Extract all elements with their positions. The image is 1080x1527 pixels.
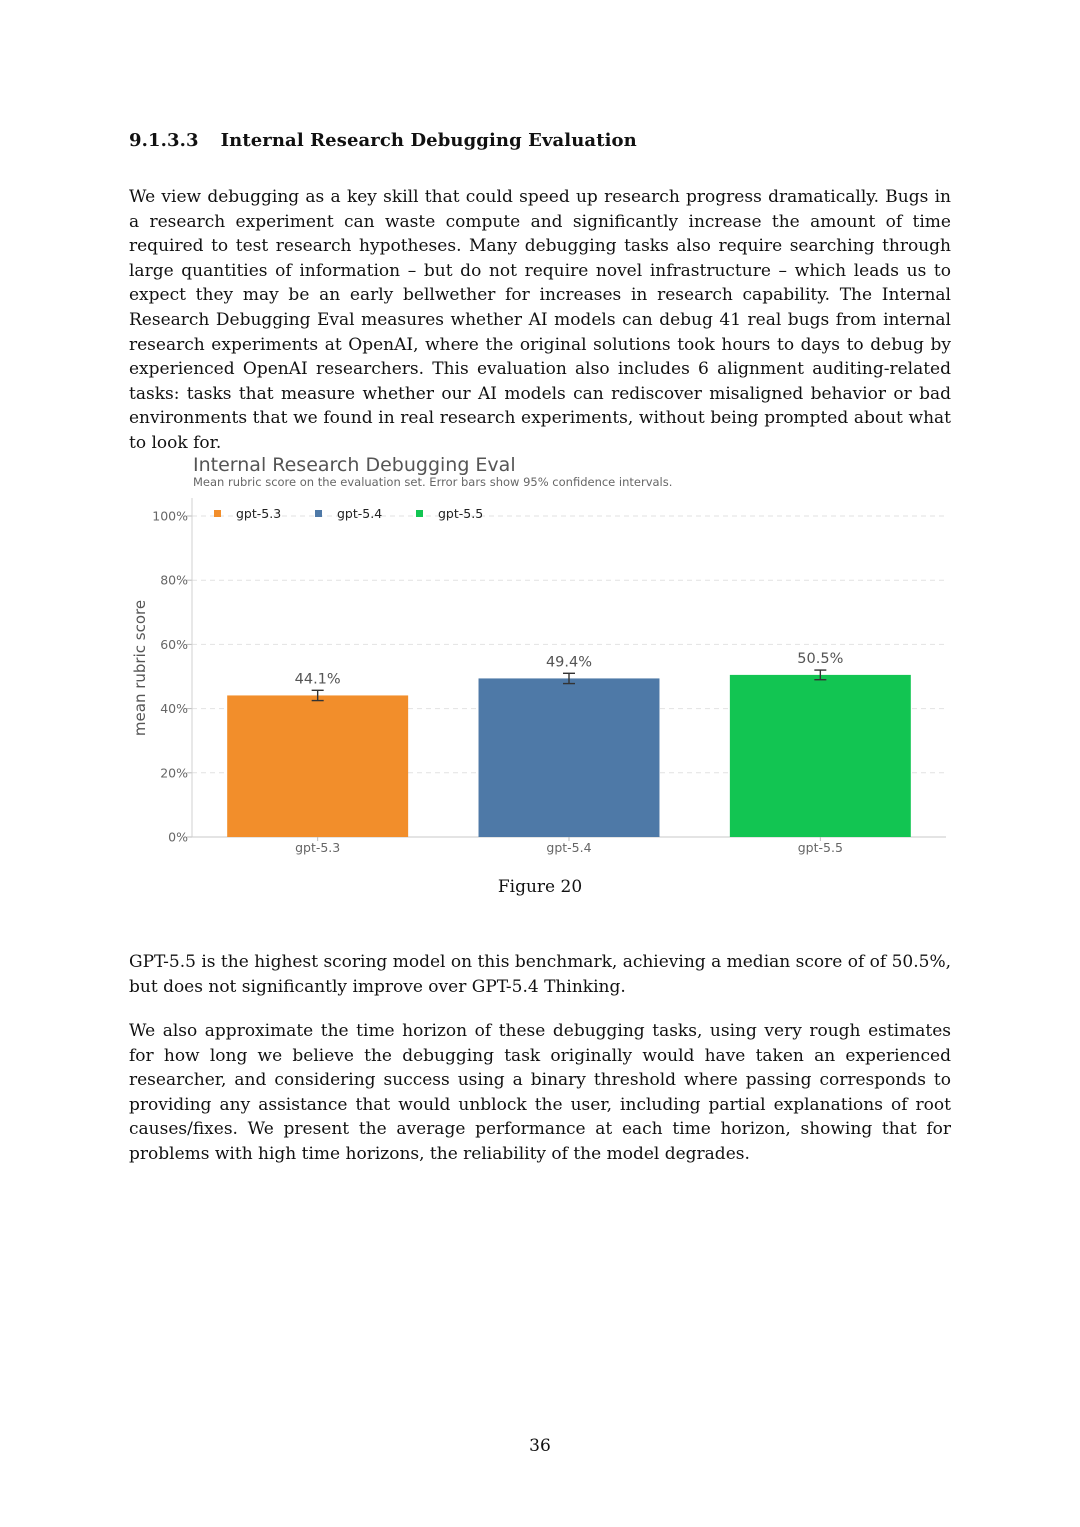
legend-swatch-gpt-5.3	[214, 510, 221, 517]
section-title: Internal Research Debugging Evaluation	[220, 130, 637, 151]
legend-swatch-gpt-5.5	[416, 510, 423, 517]
bar-gpt-5.3	[227, 695, 408, 837]
chart-title: Internal Research Debugging Eval	[193, 454, 516, 476]
value-label-gpt-5.4: 49.4%	[545, 654, 593, 671]
y-tick-label: 100%	[152, 508, 188, 524]
x-tick-label-gpt-5.4: gpt-5.4	[546, 840, 592, 855]
time-horizon-paragraph: We also approximate the time horizon of these debugging tasks, using very rough estimates for how long we believe the debugging task originally would have taken an experienced researcher, and considering success using a binary threshold where passing corresponds to providing any assistance that would unblock the user, including partial explanations of root causes/fixes. We present the average performance at each time horizon, showing that for problems with high time horizons, the reliability of the model degrades.	[129, 1021, 951, 1164]
section-number: 9.1.3.3	[129, 130, 199, 151]
legend-swatch-gpt-5.4	[315, 510, 322, 517]
chart-subtitle: Mean rubric score on the evaluation set. Error bars show 95% confidence intervals.	[193, 475, 673, 489]
legend-label-gpt-5.3: gpt-5.3	[236, 506, 282, 521]
bars	[227, 675, 911, 837]
y-tick-label: 80%	[160, 572, 188, 588]
result-paragraph: GPT-5.5 is the highest scoring model on this benchmark, achieving a median score of of 50.5%, but does not significantly improve over GPT-5.4 Thinking.	[129, 952, 951, 997]
section-heading	[129, 130, 637, 151]
page-number: 36	[529, 1436, 551, 1456]
legend-label-gpt-5.4: gpt-5.4	[337, 506, 383, 521]
value-label-gpt-5.5: 50.5%	[797, 651, 844, 668]
value-label-gpt-5.3: 44.1%	[294, 671, 341, 688]
x-tick-label-gpt-5.3: gpt-5.3	[295, 840, 341, 855]
figure-caption: Figure 20	[497, 877, 583, 897]
y-tick-label: 40%	[160, 701, 188, 717]
y-axis-label: mean rubric score	[131, 599, 149, 737]
y-tick-label: 60%	[160, 636, 188, 652]
bar-gpt-5.5	[730, 675, 911, 837]
legend-label-gpt-5.5: gpt-5.5	[438, 506, 484, 521]
legend	[214, 506, 483, 521]
intro-paragraph: We view debugging as a key skill that could speed up research progress dramatically. Bugs in a research experiment can waste compute and significantly increase the amount of time required to test research hypotheses. Many debugging tasks also require searching through large quantities of information – but do not require novel infrastructure – which leads us to expect they may be an early bellwether for increases in research capability. The Internal Research Debugging Eval measures whether AI models can debug 41 real bugs from internal research experiments at OpenAI, where the original solutions took hours to days to debug by experienced OpenAI researchers. This evaluation also includes 6 alignment auditing-related tasks: tasks that measure whether our AI models can rediscover misaligned behavior or bad environments that we found in real research experiments, without being prompted about what to look for.	[129, 187, 951, 453]
bar-chart	[120, 448, 960, 863]
x-tick-labels	[295, 837, 843, 855]
bar-gpt-5.4	[479, 678, 660, 837]
y-tick-label: 0%	[168, 829, 188, 845]
y-ticks	[152, 509, 192, 845]
y-tick-label: 20%	[160, 765, 188, 781]
x-tick-label-gpt-5.5: gpt-5.5	[797, 840, 843, 855]
